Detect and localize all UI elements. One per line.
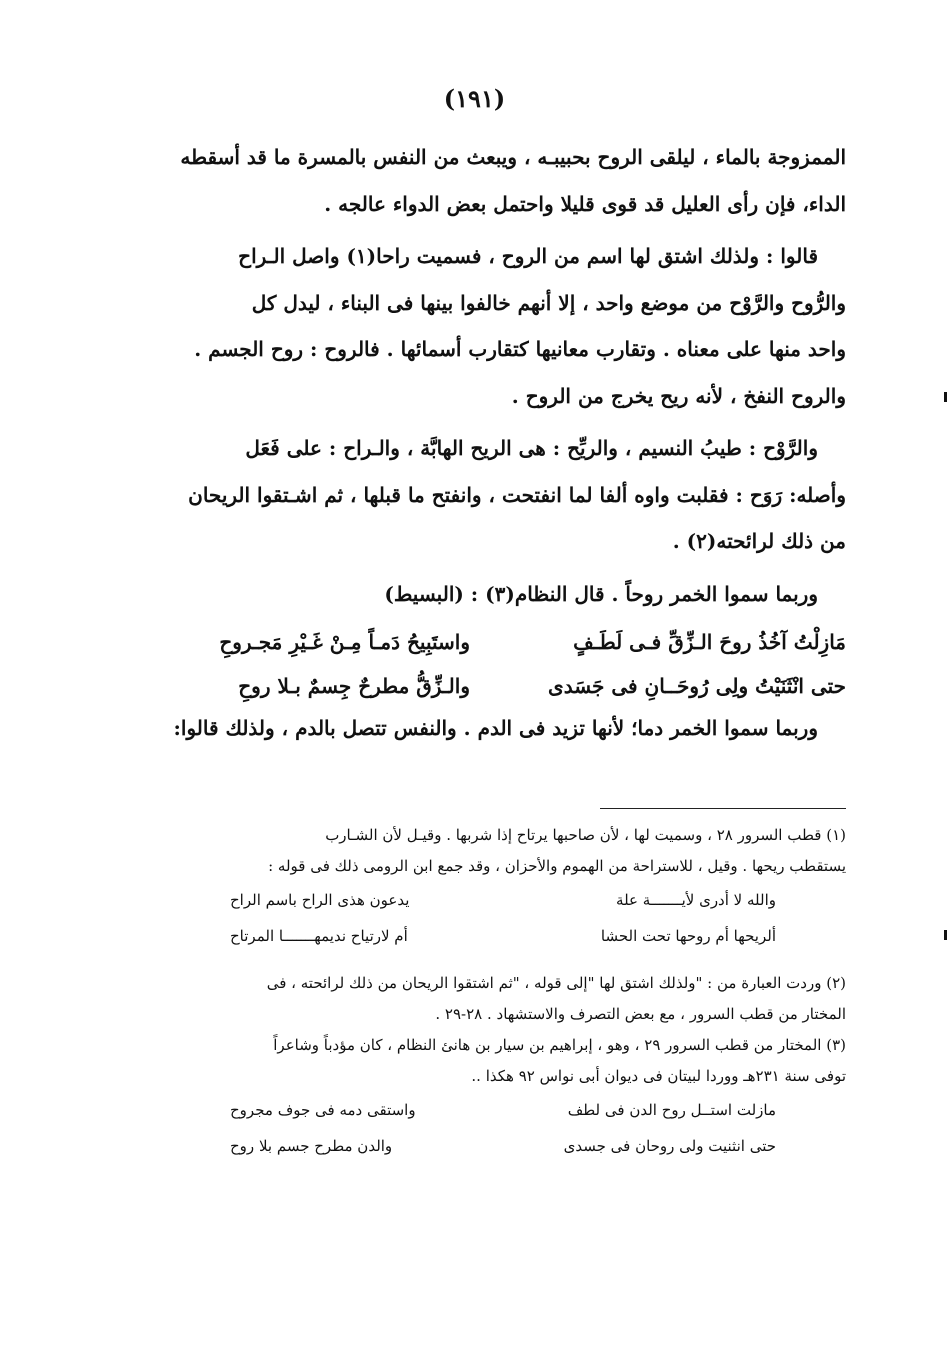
paragraph-line: واحد منها على معناه . وتقارب معانيها كتقارب أسمائها . فالروح : روح الجسم . (194, 337, 846, 361)
verse-second-hemistich: واستَبِيحُ دَمـاً مِـنْ غَـيْرِ مَجـروحِ (219, 630, 470, 654)
paragraph-line: والرَّوْح : طيبُ النسيم ، والريِّح : هى الريح الهابَّة ، والـراح : على فَعَل (245, 436, 818, 460)
paragraph-line: قالوا : ولذلك اشتق لها اسم من الروح ، فسميت راحا(١) واصل الـراح (238, 244, 818, 268)
verse-first-hemistich: مازلت استــل روح الدن فى لطف (567, 1101, 776, 1119)
footnote-line: (٢) وردت العبارة من : "ولذلك اشتق لها "إلى قوله ، "ثم اشتقوا الريحان من ذلك لرائحته ، فى (266, 974, 846, 992)
page-number: (١٩١) (443, 84, 506, 113)
footnote-verse (150, 1128, 846, 1164)
footnote-verse (150, 918, 846, 954)
main-text (140, 134, 846, 752)
verse-second-hemistich: والدن مطرح جسم بلا روح (230, 1137, 393, 1155)
verse-second-hemistich: واستقى دمه فى جوف مجروح (230, 1101, 416, 1119)
footnotes (150, 820, 846, 1164)
footnote-divider (600, 808, 846, 809)
footnote-line: (١) قطب السرور ٢٨ ، وسميت لها ، لأن صاحبها يرتاح إذا شربها . وقيـل لأن الشـارب (325, 826, 846, 844)
verse-second-hemistich: والـزِّقُّ مطرحٌ جِسمٌ بـلا روحِ (238, 674, 470, 698)
verse-first-hemistich: حتى انثنيت ولى روحان فى جسدى (563, 1137, 776, 1155)
footnote-line: (٣) المختار من قطب السرور ٢٩ ، وهو ، إبراهيم بن سيار بن هانئ النظام ، كان مؤدباً وشاعراً (273, 1036, 846, 1054)
verse-first-hemistich: ألريحها أم روحها تحت الحشا (600, 927, 776, 945)
footnote-verse (150, 882, 846, 918)
paragraph-line: من ذلك لرائحته(٢) . (672, 529, 846, 553)
scan-edge-mark (944, 930, 947, 940)
paragraph-line: وربما سموا الخمر دما؛ لأنها تزيد فى الدم . والنفس تتصل بالدم ، ولذلك قالوا: (173, 716, 818, 740)
paragraph-line: الداء، فإن رأى العليل قد قوى قليلا واحتمل بعض الدواء عالجه . (324, 191, 846, 216)
verse-second-hemistich: يدعون هذى الراح باسم الراح (230, 891, 410, 909)
verse-first-hemistich: مَازِلْتُ آخُذُ روحَ الـزِّقِّ فـى لَطَـفٍ (573, 630, 846, 654)
poem-verse (140, 667, 846, 705)
paragraph-line: وأصله: رَوَح : فقلبت واوه ألفا لما انفتحت ، وانفتح ما قبلها ، ثم اشـتقوا الريحان (188, 482, 846, 507)
verse-second-hemistich: أم لارتياح نديمهـــــــا المرتاح (230, 927, 408, 945)
footnote-line: يستقطب ريحها . وقيل ، للاستراحة من الهموم والأحزان ، وقد جمع ابن الرومى ذلك فى قوله : (268, 857, 846, 875)
poem-intro-line: وربما سموا الخمر روحاً . قال النظام(٣) : (البسيط) (384, 581, 818, 606)
poem-verse (140, 617, 846, 667)
paragraph-line: والرُّوح والرَّوْح من موضع واحد ، إلا أنهم خالفوا بينها فى البناء ، ليدل كل (251, 290, 846, 315)
footnote-line: توفى سنة ٢٣١هـ ووردا لبيتان فى ديوان أبى نواس ٩٢ هكذا .. (471, 1067, 846, 1085)
scan-edge-mark (944, 392, 947, 402)
verse-first-hemistich: والله لا أدرى لأيـــــــة علة (616, 891, 776, 909)
paragraph-line: والروح النفخ ، لأنه ريح يخرج من الروح . (511, 383, 846, 408)
footnote-line: المختار من قطب السرور ، مع بعض التصرف والاستشهاد . ٢٨-٢٩ . (435, 1005, 846, 1023)
verse-first-hemistich: حتى انْثَنَيْتُ ولِى رُوحَــانِ فى جَسَدى (548, 674, 846, 698)
paragraph-line: الممزوجة بالماء ، ليلقى الروح بحبيبـه ، ويبعث من النفس بالمسرة ما قد أسقطه (180, 145, 846, 169)
footnote-verse (150, 1092, 846, 1128)
